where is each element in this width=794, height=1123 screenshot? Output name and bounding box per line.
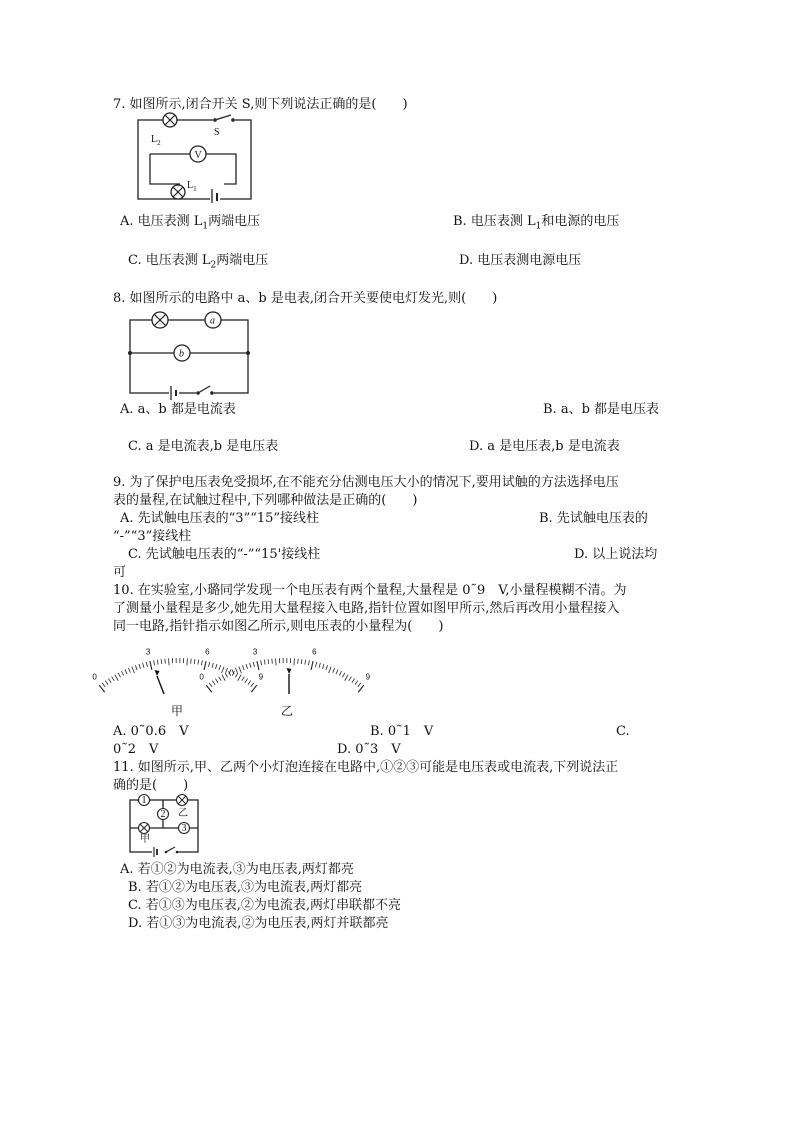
- q7-a-tail: 两端电压: [208, 214, 261, 229]
- dial-jia-tick: [118, 673, 120, 677]
- dial-jia-tick: [125, 670, 127, 675]
- q10-option-c-line1[interactable]: C.: [616, 724, 630, 739]
- q8-stem: 8. 如图所示的电路中 a、b 是电表,闭合开关要使电灯发光,则( ): [113, 291, 498, 306]
- q7-a-text: A. 电压表测 L: [120, 214, 203, 229]
- dial-yi-tick: [342, 673, 344, 677]
- dial-yi-tick-label: 0: [199, 672, 204, 682]
- dial-jia-tick: [165, 659, 166, 664]
- q9-option-b-line2[interactable]: “-”“3”接线柱: [113, 529, 192, 544]
- q7-option-d[interactable]: D. 电压表测电源电压: [459, 253, 582, 268]
- dial-jia-tick: [212, 663, 213, 668]
- q11-circuit-diagram: [126, 794, 202, 856]
- q8-option-a[interactable]: A. a、b 都是电流表: [120, 402, 236, 417]
- dial-yi-needle-head: [287, 668, 292, 674]
- l2-label: L: [151, 134, 158, 145]
- q11-stem-line1: 11. 如图所示,甲、乙两个小灯泡连接在电路中,①②③可能是电压表或电流表,下列说法正: [113, 760, 619, 775]
- q8-option-c[interactable]: C. a 是电流表,b 是电压表: [128, 439, 279, 454]
- q11-option-c[interactable]: C. 若①③为电压表,②为电流表,两灯串联都不亮: [128, 898, 402, 913]
- q7-c-tail: 两端电压: [216, 253, 269, 268]
- q10-stem-line2: 了测量小量程是多少,她先用大量程接入电路,指针位置如图甲所示,然后再改用小量程接入: [113, 601, 620, 616]
- dial-jia-needle-head: [155, 670, 160, 676]
- q9-option-d-line2[interactable]: 可: [113, 565, 127, 580]
- meter-2-label: 2: [160, 809, 166, 820]
- dial-yi-tick: [333, 668, 335, 673]
- q7-option-b[interactable]: [453, 214, 619, 235]
- q10-option-a[interactable]: A. 0˜0.6 V: [113, 724, 189, 739]
- dial-yi-tick: [319, 663, 320, 668]
- dial-jia-tick: [102, 683, 105, 687]
- meter-3-label: 3: [181, 823, 187, 834]
- dial-jia-tick: [187, 658, 188, 665]
- q9-option-d-line1[interactable]: D. 以上说法均: [574, 547, 658, 562]
- q8-circuit-diagram: [124, 310, 254, 396]
- q9-option-c[interactable]: C. 先试触电压表的“-”“15'接线柱: [128, 547, 321, 562]
- dial-jia-tick: [219, 665, 221, 670]
- q11-option-d[interactable]: D. 若①③为电流表,②为电压表,两灯并联都亮: [128, 916, 389, 931]
- dial-jia-tick: [108, 679, 111, 683]
- meter-1-label: 1: [141, 795, 147, 806]
- dial-jia-tick: [154, 660, 155, 665]
- dial-jia-tick: [132, 667, 135, 674]
- dial-jia-tick: [194, 659, 195, 664]
- dial-yi-tick-label: 9: [365, 672, 371, 682]
- q7-b-sub: 1: [535, 221, 542, 232]
- switch-label: S: [214, 127, 220, 138]
- dial-jia-tick: [99, 685, 105, 692]
- dial-jia-tick: [161, 659, 162, 664]
- dial-jia-tick: [169, 658, 170, 665]
- dial-yi-tick: [298, 659, 299, 664]
- dial-yi-tick: [235, 668, 237, 673]
- dial-jia-tick: [143, 663, 144, 668]
- dial-jia-tick: [201, 660, 202, 665]
- dial-yi-tick: [311, 661, 313, 670]
- q11-option-a[interactable]: A. 若①②为电流表,③为电压表,两灯都亮: [120, 862, 354, 877]
- q9-stem-line2: 表的量程,在试触过程中,下列哪种做法是正确的( ): [113, 493, 418, 508]
- dial-yi-tick: [242, 665, 244, 670]
- dial-yi-tick: [246, 664, 248, 669]
- dial-jia-tick: [139, 664, 141, 669]
- dial-yi-tick-label: 3: [252, 647, 258, 657]
- q8-option-b[interactable]: B. a、b 都是电压表: [543, 402, 660, 417]
- q10-stem-line1: 10. 在实验室,小璐同学发现一个电压表有两个量程,大量程是 0˜9 V,小量程模糊不清。为: [113, 583, 627, 598]
- q7-c-sub: 2: [210, 260, 217, 271]
- dial-jia-tick: [215, 664, 217, 669]
- dial-yi-tick: [268, 659, 269, 664]
- dial-yi-tick: [326, 665, 328, 670]
- dial-yi-tick: [308, 660, 309, 665]
- dial-jia-tick: [146, 662, 147, 667]
- q9-option-b-line1[interactable]: B. 先试触电压表的: [539, 511, 648, 526]
- dial-jia-tick: [122, 671, 124, 675]
- q11-stem-line2: 确的是( ): [113, 778, 189, 793]
- q7-option-c[interactable]: [128, 253, 268, 274]
- dial-yi-tick: [315, 662, 316, 667]
- q7-c-text: C. 电压表测 L: [128, 253, 211, 268]
- dial-jia-tick: [191, 659, 192, 664]
- dial-jia-needle: [157, 676, 164, 694]
- svg-text:L1: [187, 180, 197, 193]
- dial-yi-tick: [294, 658, 295, 665]
- q7-b-text: B. 电压表测 L: [453, 214, 536, 229]
- voltmeter-label: V: [194, 150, 202, 161]
- l1-label-sub: 1: [193, 185, 197, 193]
- dial-yi-tick: [358, 685, 364, 692]
- l1-label: L: [187, 180, 194, 191]
- dial-yi-tick: [253, 662, 254, 667]
- dial-yi-tick: [358, 683, 361, 687]
- dial-jia-tick: [115, 675, 118, 681]
- dial-yi-caption: 乙: [281, 704, 294, 718]
- dial-yi-tick: [345, 675, 348, 681]
- dial-jia-tick: [157, 660, 158, 665]
- dial-jia-tick-label: 0: [92, 672, 97, 682]
- q7-circuit-diagram: [130, 112, 260, 204]
- dial-jia-tick-label: 9: [258, 672, 264, 682]
- q10-stem-line3: 同一电路,指针指示如图乙所示,则电压表的小量程为( ): [113, 619, 444, 634]
- q9-option-a[interactable]: A. 先试触电压表的“3”“15”接线柱: [120, 511, 320, 526]
- dial-yi-tick: [257, 661, 259, 670]
- dial-jia-tick: [198, 660, 199, 665]
- q10-option-c-line2[interactable]: 0˜2 V: [113, 742, 159, 757]
- dial-yi-tick: [339, 671, 341, 675]
- lamp-yi-label: 乙: [178, 808, 188, 819]
- dial-yi-tick: [349, 677, 352, 681]
- dial-jia-tick: [208, 662, 209, 667]
- dial-yi-tick: [322, 664, 324, 669]
- l2-label-sub: 2: [157, 139, 161, 147]
- q9-stem-line1: 9. 为了保护电压表免受损坏,在不能充分估测电压大小的情况下,要用试触的方法选择电压: [113, 475, 619, 490]
- dial-jia-tick: [226, 668, 228, 673]
- dial-jia-tick: [222, 667, 225, 674]
- dial-yi-tick: [301, 659, 302, 664]
- dial-jia-tick: [112, 677, 115, 681]
- dial-yi-tick: [250, 663, 251, 668]
- dial-yi-tick: [276, 658, 277, 665]
- meter-a-label: a: [210, 315, 215, 327]
- dial-jia-tick: [128, 668, 130, 673]
- q7-a-sub: 1: [202, 221, 209, 232]
- dial-jia-tick: [204, 661, 206, 670]
- dial-jia-tick: [105, 681, 108, 685]
- voltmeter-dial-yi: [199, 636, 371, 698]
- dial-jia-tick: [135, 665, 137, 670]
- dial-yi-tick: [272, 659, 273, 664]
- dial-yi-tick: [352, 679, 355, 683]
- q8-option-d[interactable]: D. a 是电压表,b 是电流表: [469, 439, 620, 454]
- voltmeter-dial-jia: [92, 636, 264, 698]
- q7-b-tail: 和电源的电压: [541, 214, 620, 229]
- dial-jia-tick-label: 6: [205, 647, 210, 657]
- dial-yi-tick: [264, 660, 265, 665]
- dial-jia-caption: 甲: [171, 704, 184, 718]
- dial-yi-tick: [232, 670, 234, 675]
- q7-stem: 7. 如图所示,闭合开关 S,则下列说法正确的是( ): [113, 97, 408, 112]
- q10-option-d[interactable]: D. 0˜3 V: [337, 742, 401, 757]
- dial-yi-tick: [355, 681, 358, 685]
- dial-yi-tick: [329, 667, 332, 674]
- meter-b-label: b: [179, 348, 184, 360]
- dial-yi-tick: [239, 667, 242, 674]
- lamp-jia-label: 甲: [140, 834, 150, 845]
- svg-text:L2: [151, 134, 161, 147]
- dial-yi-tick: [336, 670, 338, 675]
- dial-yi-tick: [305, 660, 306, 665]
- q7-option-a[interactable]: [120, 214, 260, 235]
- q11-option-b[interactable]: B. 若①②为电压表,③为电流表,两灯都亮: [128, 880, 363, 895]
- dial-jia-tick-label: 3: [145, 647, 151, 657]
- dial-jia-tick: [150, 661, 152, 670]
- q10-option-b[interactable]: B. 0˜1 V: [370, 724, 434, 739]
- dial-yi-tick-label: 6: [312, 647, 317, 657]
- dial-yi-tick: [261, 660, 262, 665]
